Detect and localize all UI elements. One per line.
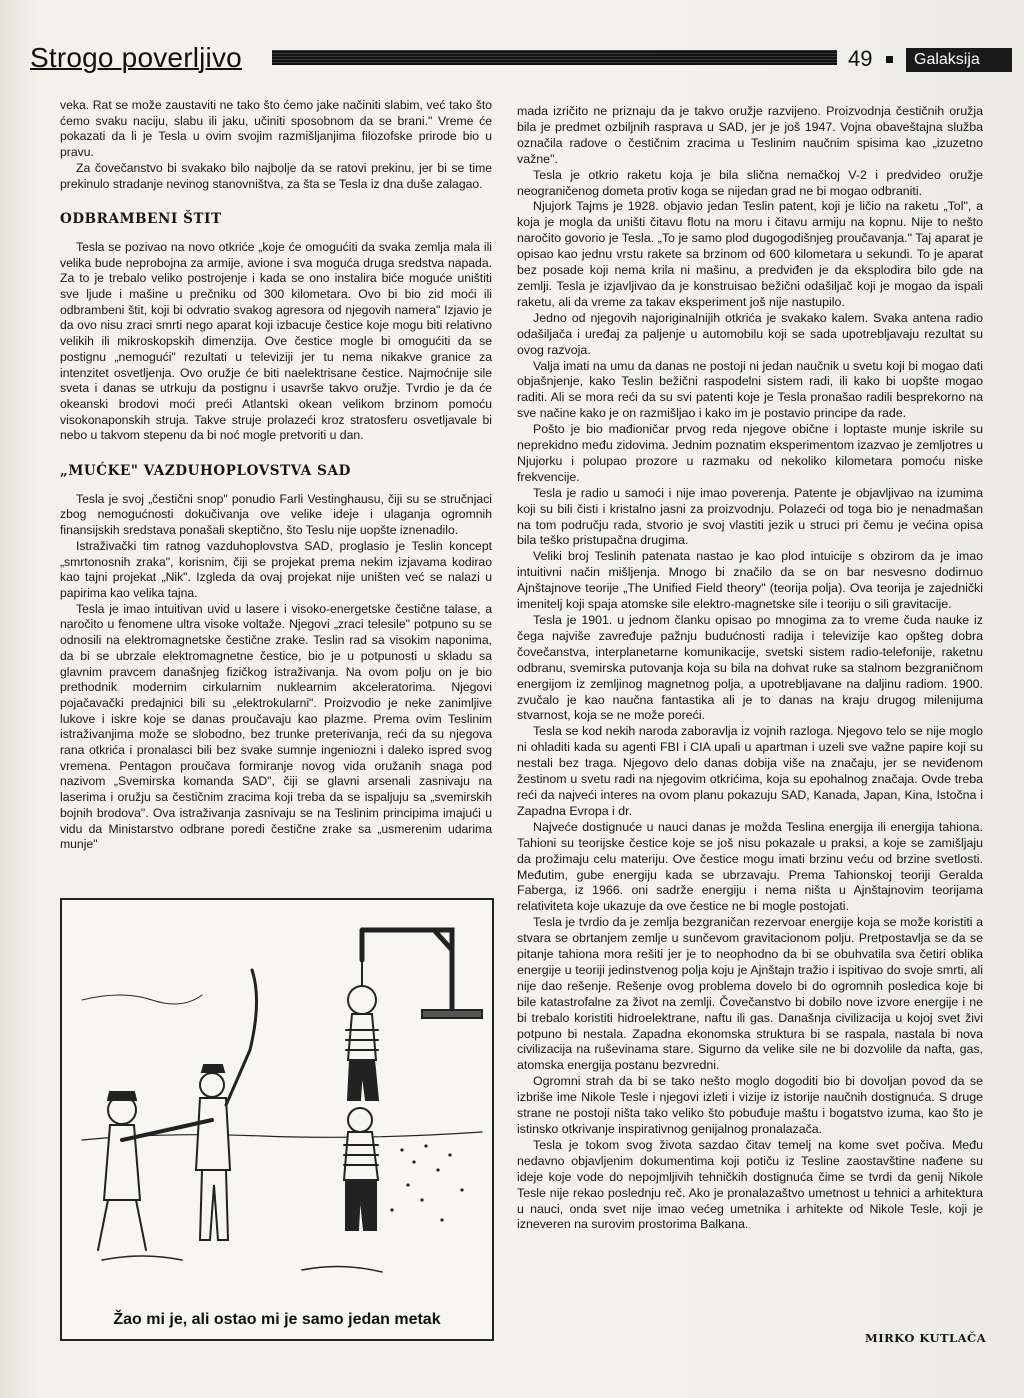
bullet-square xyxy=(886,56,893,63)
paragraph: Pošto je bio mađioničar prvog reda njegove obične i loptaste munje iskrile su neprekidno među zidovima. Jednim poznatim eksperimentom izazvao je zemljotres u Njujorku i polupao prozore u razmaku od nekoliko kilometara pomoću niske frekvencije. xyxy=(517,422,983,484)
header-rule xyxy=(272,50,837,65)
subheading-usaf: „MUĆKE" VAZDUHOPLOVSTVA SAD xyxy=(60,463,351,480)
paragraph: Za čovečanstvo bi svakako bilo najbolje da se ratovi prekinu, jer bi se time prekinulo stradanje nevinog stanovništva, za šta se Tesla iz dna duše zalagao. xyxy=(60,160,492,191)
page-header xyxy=(30,40,985,80)
paragraph: Istraživački tim ratnog vazduhoplovstva SAD, proglasio je Teslin koncept „smrtonosnih zraka", korisnim, čiji se projekat prema nekim izjavama kodirao kao tajni projekat „Nik". Izgleda da ovaj projekat nije uništen već se nalazi u papirima kao velika tajna. xyxy=(60,538,492,600)
paragraph: Tesla je svoj „čestični snop" ponudio Farli Vestinghausu, čiji su se stručnjaci zbog nemogućnosti dokučivanja ove velike ideje i ulaganja ogromnih finansijskih sredstava ponašali skeptično, što Teslu nije uopšte iznenadilo. xyxy=(60,491,492,538)
paragraph: veka. Rat se može zaustaviti ne tako što ćemo jake načiniti slabim, već tako što ćemo svaku naciju, slabu ili jaku, učiniti sposobnom da se brani." Vreme će pokazati da li je Tesla u ovim svojim razmišljanjima filozofske prirode bio u pravu. xyxy=(60,98,492,160)
article-column-right xyxy=(517,104,983,1233)
paragraph: Tesla se pozivao na novo otkriće „koje će omogućiti da svaka zemlja mala ili velika bude neprobojna za armije, avione i sva moguća druga sredstva napada. Za to je trebalo veliko postrojenje i kada se ono instalira biće moguće uništiti sve ljude i mašine u prečniku od 300 kilometara. Ovo bi bio zid moći ili odbrambeni štit, koji bi odvratio svakog agresora od njegovih namera" Izjavio je da ovo nisu zraci smrti nego aparat koji izbacuje čestice koje mogu biti relativno velikih ili mikroskopskih dimenzija. Ove čestice mogle bi omogućiti da se postignu „nemogući" rezultati u televiziji jer tu nema nikakve granice za intenzitet osvetljenja. Ovo oružje će biti naelektrisane čestice. Najmoćnije sile sveta i danas se utrkuju da postignu i usavrše takvo oružje. Tvrdio je da će okeanski brodovi moći preći Atlantski okean velikom brzinom pomoću visokonaponskih struja. Takve struje prolazeći kroz stratosferu osvetljavale bi nebo u takvom stepenu da bi noć mogle pretvoriti u dan. xyxy=(60,239,492,443)
paragraph: Ogromni strah da bi se tako nešto moglo dogoditi bio bi dovoljan povod da se izbriše ime Nikole Tesle i njegovi izleti i vizije iz istorije naučnih dostignuća. S druge strane ne postoji ništa tako veliko što pobuđuje maštu i bogatstvo izuma, kao što je istinsko otkrivanje inspirativnog genijalnog pronalazača. xyxy=(517,1074,983,1136)
paragraph: Tesla se kod nekih naroda zaboravlja iz vojnih razloga. Njegovo telo se nije moglo ni ohladiti kada su agenti FBI i CIA upali u apartman i uzeli sve važne papire koji su nestali bez traga. Njegovo delo danas dobija više na značaju, jer se neviđenom žestinom u svetu radi na njegovim otkrićima, koja su epohalnog značaja. Ovde treba reći da najveći interes na ovom planu pokazuju SAD, Kanada, Japan, Kina, Istočna i Zapadna Evropa i dr. xyxy=(517,724,983,818)
author-byline: MIRKO KUTLAČA xyxy=(865,1331,987,1345)
paragraph: Valja imati na umu da danas ne postoji ni jedan naučnik u svetu koji bi mogao dati objašnjenje, kako Teslin bežični raspodelni sistem radi, ili kako bi uopšte mogao raditi. Ali se mora reći da su svi patenti koje je Tesla pronašao radili besprekorno na sve načine kako je on razmišljao i kako im je postavio principe da rade. xyxy=(517,358,983,421)
paragraph: mada izričito ne priznaju da je takvo oružje razvijeno. Proizvodnja čestičnih oružja bila je predmet ozbiljnih rasprava u SAD, jer je još 1947. Vojna obaveštajna služba označila radove o čestičnim zracima u Teslinim naučnim spisima kao „izuzetno važne". xyxy=(517,104,983,166)
paragraph: Tesla je radio u samoći i nije imao poverenja. Patente je objavljivao na izumima koji su bili čisti i kristalno jasni za proizvodnju. Polazeći od toga bio je nenadmašan na tom području rada, stvorio je svoj vlastiti jezik u struci pri čemu je većina opisa bila teško pristupačna drugima. xyxy=(517,485,983,548)
paragraph: Tesla je 1901. u jednom članku opisao po mnogima za to vreme čuda nauke iz čega najviše zavređuje pažnju budućnosti radija i televizije kao opšteg dobra čovečanstva, interplanetarne komunikacije, svetski sistem radio-telefonije, raketnu odbranu, svemirska putovanja koja su bila na dohvat ruke sa stalnom bezgraničnom energijom iz zemljinog magnetnog polja, a upotrebljavane na daljinu radiom. 1900. zvučalo je kao naučna fantastika ali je to danas na kraju drugog milenijuma stvarnost, koja se ne može poreći. xyxy=(517,613,983,723)
paragraph: Najveće dostignuće u nauci danas je možda Teslina energija ili energija tahiona. Tahioni su teorijske čestice koje se još nisu pokazale u praksi, a koje se zamišljaju da prožimaju celu materiju. Ove čestice mogu imati brzinu veću od brzine svetlosti. Međutim, gube energiju kada se ubrzavaju. Prema Tahionskoj teoriji Geralda Faberga, iz 1966. oni sadrže energiju i nema ništa u Ajnštajnovim teorijama relativiteta koje ukazuje da ove čestice ne bi mogle postojati. xyxy=(517,819,983,914)
article-column-left xyxy=(60,98,492,853)
paragraph: Jedno od njegovih najoriginalnijih otkrića je svakako kalem. Svaka antena radio odašiljača i uređaj za paljenje u automobilu koji se sada upotrebljavaju rezultat su ovog razvoja. xyxy=(517,310,983,357)
paragraph: Tesla je otkrio raketu koja je bila slična nemačkoj V-2 i predvideo oružje neograničenog dometa protiv koga se nijedan grad ne bi mogao odbraniti. xyxy=(517,167,983,198)
subheading-defense-shield: ODBRAMBENI ŠTIT xyxy=(60,211,222,228)
paragraph: Veliki broj Teslinih patenata nastao je kao plod intuicije s obzirom da je imao intuitivni način mišljenja. Mnogo bi značilo da se on bar nesvesno dodirnuo Ajnštajnove teorije „The Unified Field theory" (teorija polja). Ova teorija je zajednički imenitelj koji spaja atomske sile elektro-magnetske sile i teoriju o sili gravitacije. xyxy=(517,549,983,612)
paragraph: Tesla je tvrdio da je zemlja bezgraničan rezervoar energije koja se može koristiti a stvara se obrtanjem zemlje u sunčevom gravitacionom polju. Pretpostavlja se da se pitanje tahiona mora rešiti jer je to neophodno da bi se obuhvatila sva četiri oblika energije u teoriji jedinstvenog polja koju je Ajnštajn tražio i ispitivao do svoje smrti, ali nije dao rešenje. Rešenje ovog problema dovelo bi do ogromnih posledica koje bi bile katastrofalne za život na zemlji. Čovečanstvo bi dobilo nove izvore energije i ne bi trebalo koristiti hidroelektrane, naftu ili gas. Današnja civilizacija u kojoj svet živi potpuno bi nestala. Zapadna ekonomska struktura bi se raspala, nastala bi nova civilizacija na ruševinama stare. Sigurno da velike sile ne bi dozvolile da nafta, gas, atomska energija postanu bezvredni. xyxy=(517,915,983,1073)
page-number: 49 xyxy=(848,46,873,71)
magazine-name: Galaksija xyxy=(906,48,1012,72)
cartoon-caption: Žao mi je, ali ostao mi je samo jedan metak xyxy=(113,1311,441,1328)
section-title: Strogo poverljivo xyxy=(30,42,242,73)
paragraph: Tesla je imao intuitivan uvid u lasere i visoko-energetske čestične talase, a naročito u fenomene ultra visoke voltaže. Njegovi „zraci telesile" potpuno su se odnosili na elektromagnetske čestične zrake. Teslin rad sa visokim naponima, da bi se ubrzale elektromagnetne čestice, bio je u potpunosti u skladu sa glavnim pravcem današnjeg fizičkog istraživanja. Na ovom polju on je bio prethodnik modernim cirkularnim nuklearnim akceleratorima. Njegovi pojačavački predajnici bili su „elektrokularni". Proizvodio je neke zanimljive lukove i iskre koje se danas proučavaju kao plazme. Prema ovim Teslinim istraživanjima može se slobodno, bez trunke preterivanja, reći da su njegova rana otkrića i pronalasci bili bez svake sumnje ingeniozni i daleko ispred svog vremena. Pentagon proučava formiranje novog vida oružanih snaga pod nazivom „Svemirska komanda SAD", čiji se glavni arsenali zasnivaju na laserima i oružju sa čestičnim zracima koji treba da se ispaljuju sa „svemirskih bojnih brodova". Ova istraživanja zasnivaju se na Teslinim principima imajući u vidu da Ministarstvo odbrane poredi čestične zrake sa „usmerenim udarima munje" xyxy=(60,601,492,852)
cartoon-drawing xyxy=(62,900,492,1300)
paragraph: Njujork Tajms je 1928. objavio jedan Teslin patent, koji je ličio na raketu „Tol", a koja je mogla da uništi čitavu flotu na moru i čitavu armiju na kopnu. Nije to nešto naročito govorio je Tesla. „To je samo plod dugogodišnjeg proučavanja." Taj aparat je opisao kao jednu vrstu rakete sa brzinom od 600 kilometara u sekundi. To je aparat bez posade koji nema krila ni mašinu, a predviđen je da eksplodira bilo gde na zemlji. Tesla je izjavljivao da je konstruisao bežični odašiljač koji je mogao da ispali raketu, ali da vreme za takav eksperiment još nije nastupilo. xyxy=(517,199,983,309)
cartoon-illustration xyxy=(60,898,494,1341)
paragraph: Tesla je tokom svog života sazdao čitav temelj na kome svet počiva. Među nedavno objavljenim dokumentima koji potiču iz Tesline zaostavštine nađene su ideje koje vode do nepojmljivih tehničkih dostignuća čime se tvrdi da genij Nikole Tesle nije rekao poslednju reč. Ako je pronalazaštvo umetnost u tehnici a arhitektura u nauci, onda svet nije imao većeg umetnika i arhitekte od Nikole Tesle, koji je izneveren na surovim prostorima Balkana. xyxy=(517,1137,983,1232)
